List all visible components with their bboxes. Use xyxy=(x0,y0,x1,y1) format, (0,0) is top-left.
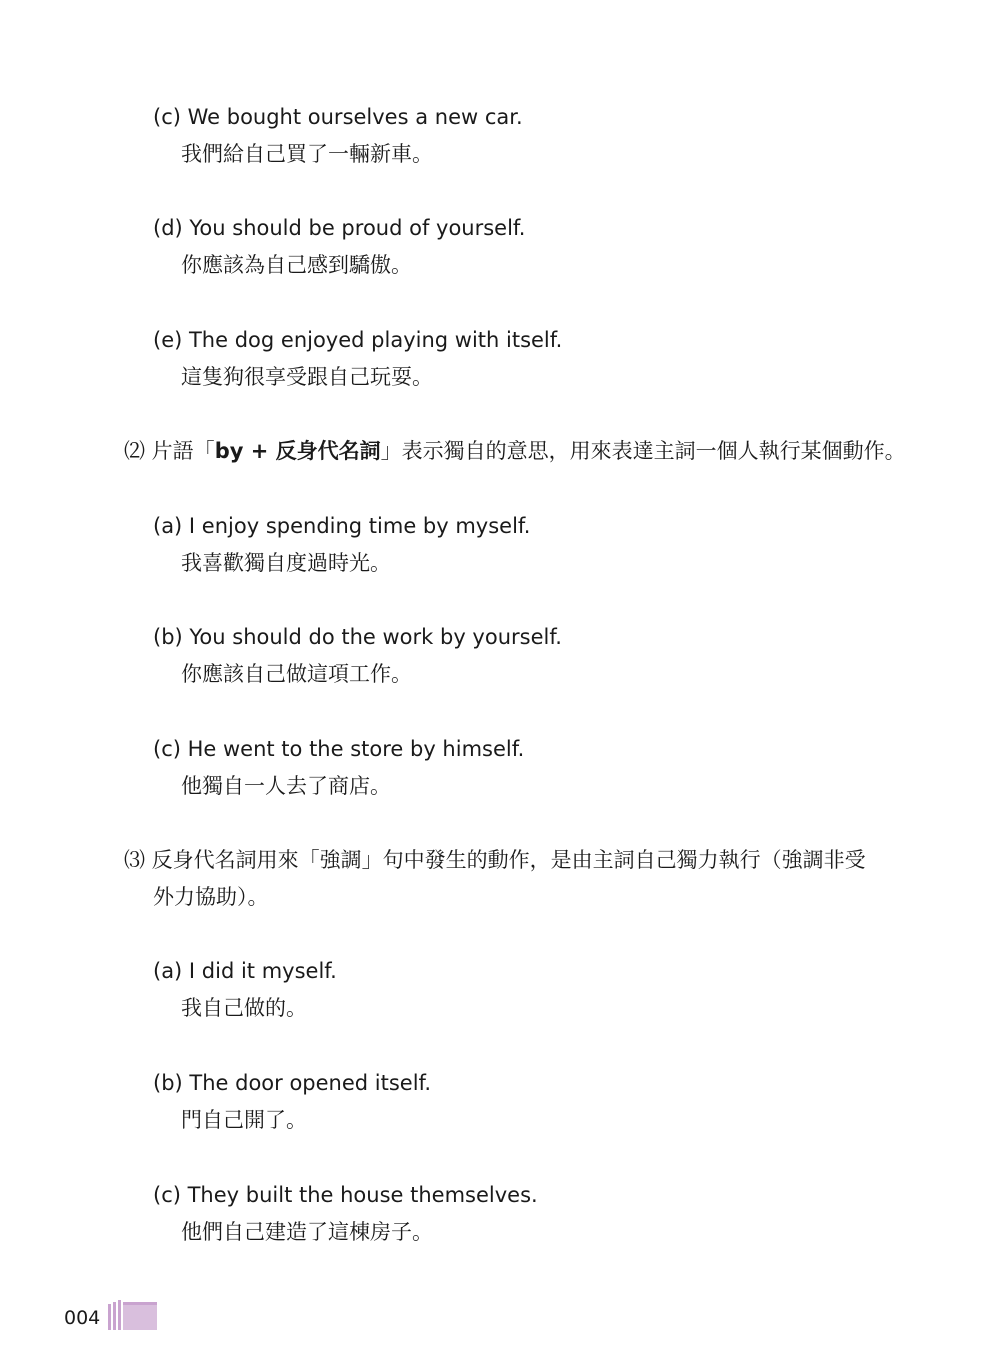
rule-3-example-b-chinese: 門自己開了。 xyxy=(181,1108,307,1132)
rule-2-example-a-chinese: 我喜歡獨自度過時光。 xyxy=(181,551,391,575)
rule-2-heading xyxy=(124,436,906,466)
example-c-english: (c) We bought ourselves a new car. xyxy=(153,105,523,129)
rule-3-heading-line2: 外力協助）。 xyxy=(153,885,269,909)
example-d-english: (d) You should be proud of yourself. xyxy=(153,216,526,240)
rule-2-prefix: ⑵ 片語「 xyxy=(124,439,215,463)
books-icon xyxy=(108,1300,158,1330)
rule-2-highlight: by + 反身代名詞 xyxy=(214,439,381,463)
rule-3-heading-line1: ⑶ 反身代名詞用來「強調」句中發生的動作，是由主詞自己獨力執行（強調非受 xyxy=(124,848,866,872)
rule-3-example-c-chinese: 他們自己建造了這棟房子。 xyxy=(181,1220,433,1244)
rule-2-suffix: 」表示獨自的意思，用來表達主詞一個人執行某個動作。 xyxy=(380,439,906,463)
rule-2-example-c-chinese: 他獨自一人去了商店。 xyxy=(181,774,391,798)
example-e-english: (e) The dog enjoyed playing with itself. xyxy=(153,328,563,352)
page-number: 004 xyxy=(64,1307,101,1329)
rule-2-example-b-chinese: 你應該自己做這項工作。 xyxy=(181,662,412,686)
rule-3-example-a-chinese: 我自己做的。 xyxy=(181,996,307,1020)
rule-3-example-a-english: (a) I did it myself. xyxy=(153,959,337,983)
rule-2-example-a-english: (a) I enjoy spending time by myself. xyxy=(153,514,531,538)
example-d-chinese: 你應該為自己感到驕傲。 xyxy=(181,253,412,277)
rule-3-example-b-english: (b) The door opened itself. xyxy=(153,1071,432,1095)
rule-2-example-b-english: (b) You should do the work by yourself. xyxy=(153,625,562,649)
rule-2-example-c-english: (c) He went to the store by himself. xyxy=(153,737,525,761)
example-e-chinese: 這隻狗很享受跟自己玩耍。 xyxy=(181,365,433,389)
example-c-chinese: 我們給自己買了一輛新車。 xyxy=(181,142,433,166)
rule-3-example-c-english: (c) They built the house themselves. xyxy=(153,1183,538,1207)
page-footer xyxy=(64,1300,158,1330)
